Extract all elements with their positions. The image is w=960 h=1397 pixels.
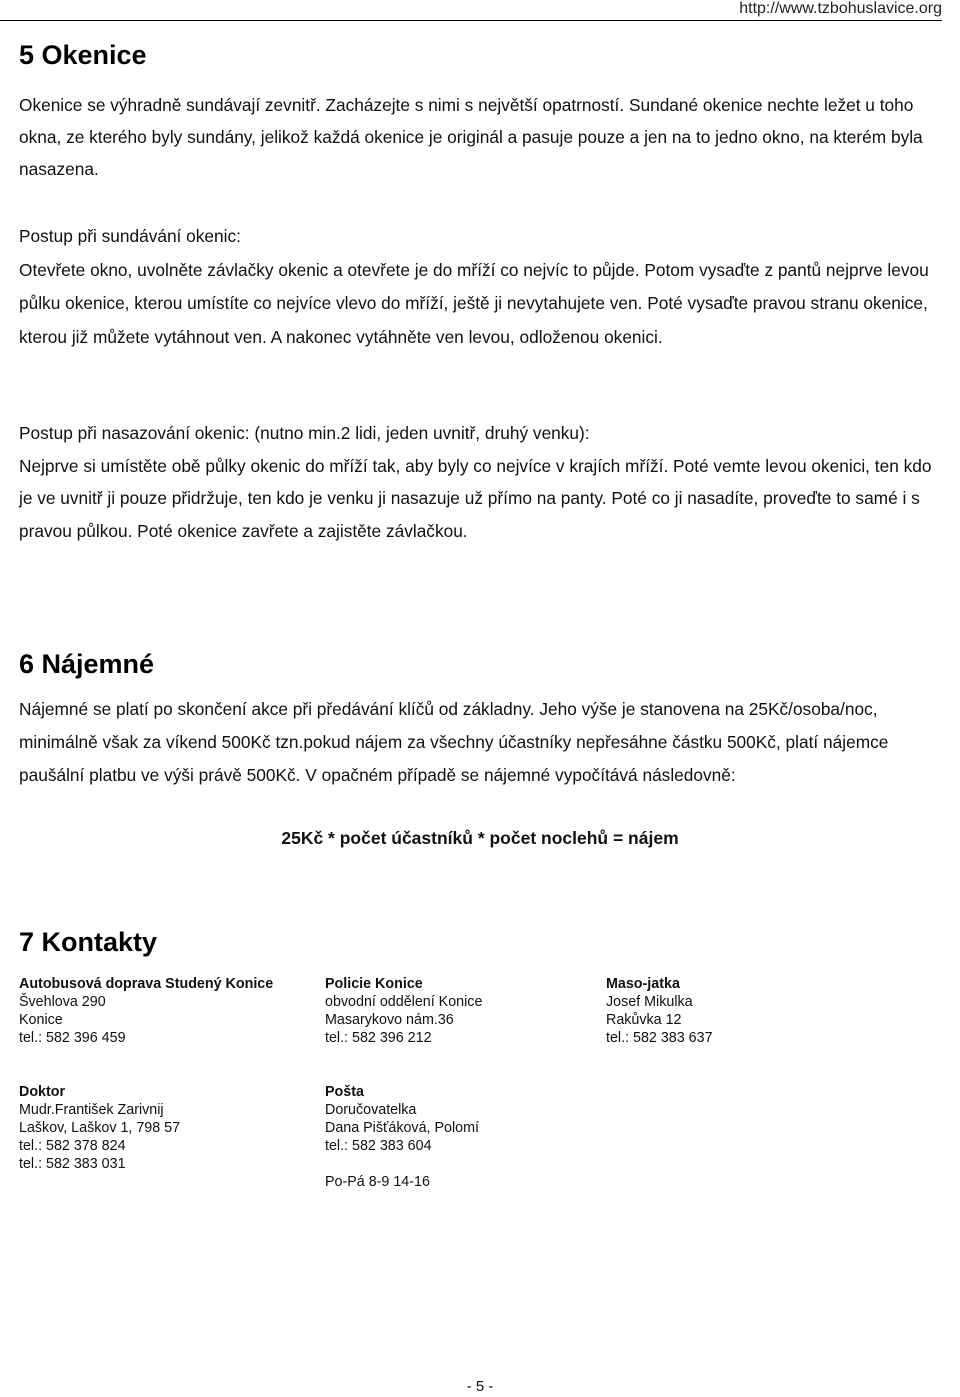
contact-bus <box>19 975 273 1047</box>
contact-line: obvodní oddělení Konice <box>325 994 483 1010</box>
contact-post <box>325 1083 479 1191</box>
section-5-intro: Okenice se výhradně sundávají zevnitř. Zacházejte s nimi s největší opatrností. Sundané okenice nechte ležet u toho okna, ze kterého byly sundány, jelikož každá okenice je originál a pasuje pouze a jen na to jedno okno, na kterém byla nasazena. <box>19 95 923 179</box>
contact-line: tel.: 582 378 824 <box>19 1138 126 1154</box>
section-6-title: 6 Nájemné <box>19 649 155 679</box>
contact-name: Autobusová doprava Studený Konice <box>19 976 274 992</box>
contact-doctor <box>19 1083 180 1173</box>
rent-text: Nájemné se platí po skončení akce při předávání klíčů od základny. Jeho výše je stanovena na 25Kč/osoba/noc, minimálně však za víkend 500Kč tzn.pokud nájem za všechny účastníky nepřesáhne částku 500Kč, platí nájemce paušální platbu ve výši právě 500Kč. V opačném případě se nájemné vypočítává následovně: <box>19 699 889 785</box>
install-heading: Postup při nasazování okenic: (nutno min.2 lidi, jeden uvnitř, druhý venku): <box>19 423 590 443</box>
contact-line: Švehlova 290 <box>19 994 106 1010</box>
section-5-title: 5 Okenice <box>19 40 147 70</box>
contact-police <box>325 975 482 1047</box>
contact-line: Josef Mikulka <box>606 994 693 1010</box>
removal-block <box>19 220 939 354</box>
contact-line: tel.: 582 396 459 <box>19 1030 126 1046</box>
contact-hours: Po-Pá 8-9 14-16 <box>325 1174 430 1190</box>
contact-line: Doručovatelka <box>325 1102 417 1118</box>
contact-name: Policie Konice <box>325 976 423 992</box>
contact-name: Doktor <box>19 1084 66 1100</box>
contact-name: Maso-jatka <box>606 976 680 992</box>
install-text: Nejprve si umístěte obě půlky okenic do mříží tak, aby byly co nejvíce v krajích mříží. Poté vemte levou okenici, ten kdo je ve uvnitř ji pouze přidržuje, ten kdo je venku ji nasazuje už přímo na panty. Poté co ji nasadíte, proveďte to samé i s pravou půlkou. Poté okenice zavřete a zajistěte závlačkou. <box>19 455 932 541</box>
contact-line: Masarykovo nám.36 <box>325 1012 454 1028</box>
section-7-title: 7 Kontakty <box>19 927 158 957</box>
contact-spacer <box>325 1155 479 1173</box>
page-number: - 5 - <box>466 1378 494 1395</box>
install-block <box>19 417 939 547</box>
contact-line: Dana Pišťáková, Polomí <box>325 1120 479 1136</box>
contact-line: Laškov, Laškov 1, 798 57 <box>19 1120 181 1136</box>
contact-line: tel.: 582 396 212 <box>325 1030 432 1046</box>
removal-text: Otevřete okno, uvolněte závlačky okenic a otevřete je do mříží co nejvíc to půjde. Potom vysaďte z pantů nejprve levou půlku okenice, kterou umístíte co nejvíce vlevo do mříží, ještě ji nevytahujete ven. Poté vysaďte pravou stranu okenice, kterou již můžete vytáhnout ven. A nakonec vytáhněte ven levou, odloženou okenici. <box>19 259 929 347</box>
rent-formula: 25Kč * počet účastníků * počet noclehů = nájem <box>281 828 679 848</box>
removal-heading: Postup při sundávání okenic: <box>19 226 241 246</box>
contact-line: Mudr.František Zarivnij <box>19 1102 164 1118</box>
header-url: http://www.tzbohuslavice.org <box>739 0 942 17</box>
contact-line: tel.: 582 383 604 <box>325 1138 432 1154</box>
header-divider <box>0 20 942 21</box>
contact-name: Pošta <box>325 1084 364 1100</box>
contact-line: Konice <box>19 1012 63 1028</box>
contact-line: tel.: 582 383 637 <box>606 1030 713 1046</box>
contact-line: Rakůvka 12 <box>606 1012 682 1028</box>
contact-butcher <box>606 975 713 1047</box>
contact-line: tel.: 582 383 031 <box>19 1156 126 1172</box>
